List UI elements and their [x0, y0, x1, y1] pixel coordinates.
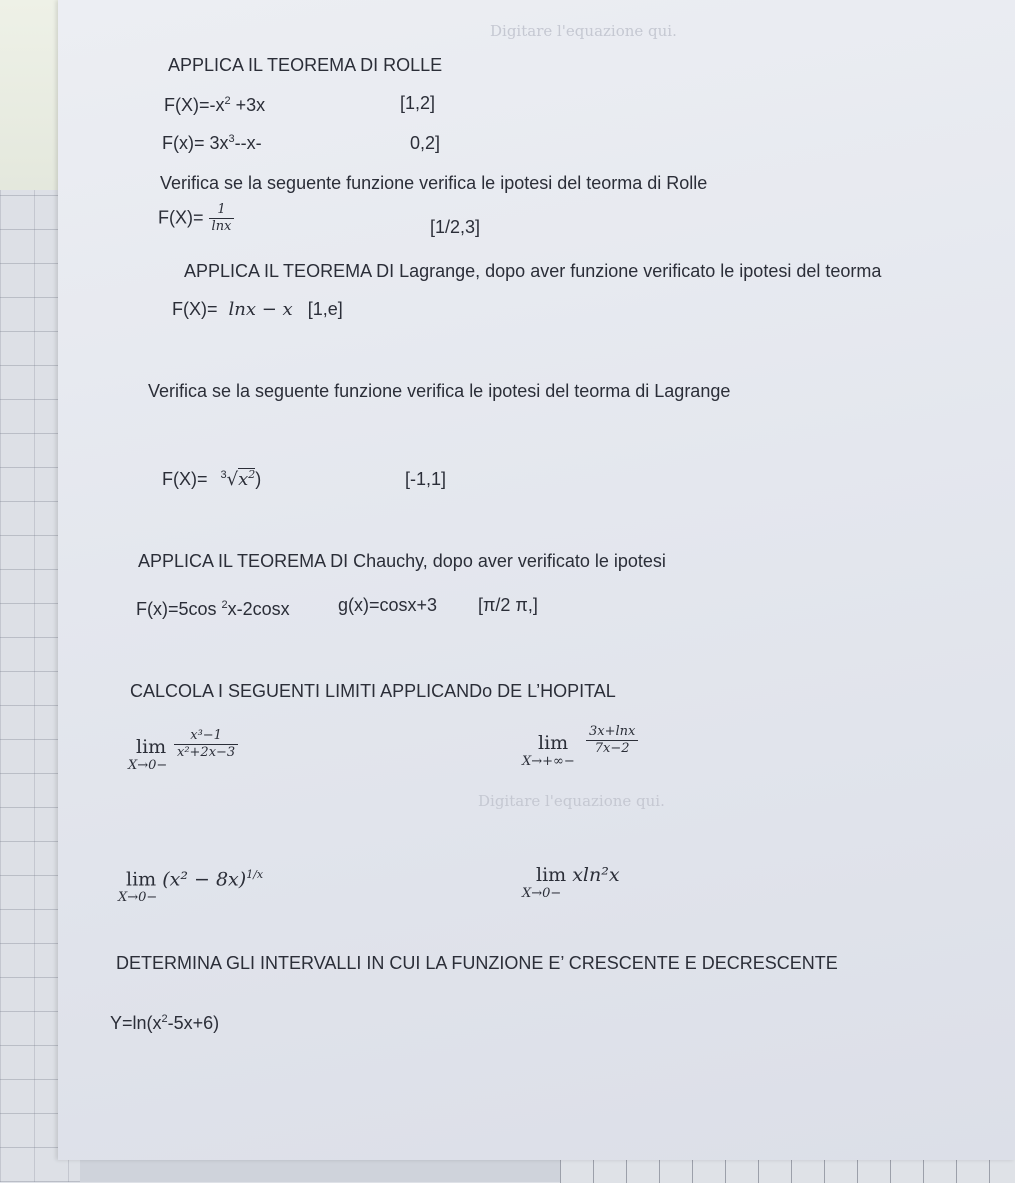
- monotonia-heading: DETERMINA GLI INTERVALLI IN CUI LA FUNZIONE E’ CRESCENTE E DECRESCENTE: [116, 953, 838, 973]
- rolle-verify-lhs: F(X)=: [158, 207, 204, 228]
- lagrange-verify-lhs: F(X)=: [162, 469, 208, 489]
- limit-1: [128, 736, 167, 773]
- limit-2: [522, 732, 575, 769]
- equation-placeholder-mid: Digitare l'equazione qui.: [478, 792, 665, 810]
- limit-3-expr: (x² − 8x): [162, 868, 247, 891]
- limit-2-numerator: 3x+lnx: [586, 724, 638, 741]
- rolle-f1-rhs: +3x: [230, 95, 266, 115]
- lim-word-3: lim: [126, 868, 157, 891]
- cauchy-f-function: [136, 594, 290, 620]
- lagrange-lhs: F(X)=: [172, 299, 218, 319]
- limit-2-denominator: 7x−2: [594, 741, 630, 756]
- fraction-denominator: lnx: [211, 219, 232, 234]
- lagrange-verify-heading: Verifica se la seguente funzione verifica le ipotesi del teorma di Lagrange: [148, 381, 731, 401]
- fraction-1-over-lnx: [209, 202, 235, 235]
- radicand-base: x: [238, 469, 249, 490]
- cauchy-g-function: g(x)=cosx+3: [338, 595, 438, 615]
- lim-word-1: lim: [136, 736, 167, 758]
- limit-1-denominator: x²+2x−3: [177, 745, 236, 760]
- monotonia-function: [110, 1008, 219, 1034]
- limit-4-body: [522, 864, 620, 886]
- rolle-f2-exp: 3: [228, 133, 235, 145]
- limit-4-sub: X→0−: [522, 886, 562, 901]
- limit-3-exp: 1/x: [246, 868, 264, 881]
- lagrange-function: [172, 298, 343, 321]
- monotonia-f-b: -5x+6): [167, 1013, 220, 1033]
- rolle-interval-1: [1,2]: [400, 93, 436, 113]
- rolle-interval-2: 0,2]: [410, 133, 441, 153]
- limit-3-sub: X→0−: [118, 890, 158, 906]
- fraction-numerator: 1: [209, 202, 235, 219]
- rolle-f2-lhs: F(x)= 3x: [162, 133, 229, 153]
- cauchy-f-b: x-2cosx: [227, 599, 290, 619]
- cauchy-f-exp: 2: [221, 599, 228, 611]
- radicand: [238, 468, 255, 490]
- lagrange-interval: [1,e]: [307, 299, 343, 319]
- rolle-verify-function: [158, 202, 234, 235]
- rolle-verify-heading: Verifica se la seguente funzione verifica le ipotesi del teorma di Rolle: [160, 173, 708, 193]
- radicand-exp: 2: [248, 468, 256, 481]
- lim-word-4: lim: [536, 864, 567, 886]
- rolle-function-2: [162, 128, 262, 154]
- lim-word-2: lim: [538, 732, 569, 754]
- limit-2-sub: X→+∞−: [522, 754, 575, 769]
- rolle-function-1: [164, 90, 265, 116]
- rolle-heading: APPLICA IL TEOREMA DI ROLLE: [168, 55, 443, 75]
- root-index: 3: [220, 469, 227, 481]
- limit-3: [118, 868, 263, 905]
- root-symbol: √: [226, 469, 239, 490]
- cauchy-f-a: F(x)=5cos: [136, 599, 222, 619]
- cauchy-interval: [π/2 π,]: [478, 595, 538, 615]
- monotonia-f-exp: 2: [161, 1013, 168, 1025]
- lagrange-heading: APPLICA IL TEOREMA DI Lagrange, dopo aver funzione verificato le ipotesi del teorma: [184, 261, 882, 281]
- limit-1-numerator: x³−1: [174, 728, 238, 745]
- monotonia-f-a: Y=ln(x: [110, 1013, 162, 1033]
- hopital-heading: CALCOLA I SEGUENTI LIMITI APPLICANDo DE L’HOPITAL: [130, 681, 616, 701]
- cube-root: [221, 469, 262, 489]
- lagrange-verify-function: [162, 464, 261, 491]
- limit-4: [522, 864, 620, 901]
- rolle-f1-exp: 2: [224, 95, 231, 107]
- rolle-f2-rhs: --x-: [234, 133, 262, 153]
- equation-placeholder-top: Digitare l'equazione qui.: [490, 22, 677, 40]
- lagrange-verify-interval: [-1,1]: [405, 469, 447, 489]
- rolle-f1-lhs: F(X)=-x: [164, 95, 225, 115]
- closing-paren: ): [255, 469, 262, 489]
- cauchy-heading: APPLICA IL TEOREMA DI Chauchy, dopo aver verificato le ipotesi: [138, 551, 666, 571]
- limit-4-expr: xln²x: [572, 864, 620, 886]
- rolle-verify-interval: [1/2,3]: [430, 217, 481, 237]
- exercise-sheet: [58, 0, 1015, 1160]
- limit-1-sub: X→0−: [128, 758, 168, 773]
- limit-1-fraction: [174, 728, 238, 761]
- limit-3-body: [118, 868, 263, 890]
- lagrange-expression: lnx − x: [228, 299, 293, 320]
- limit-2-fraction: [586, 724, 638, 757]
